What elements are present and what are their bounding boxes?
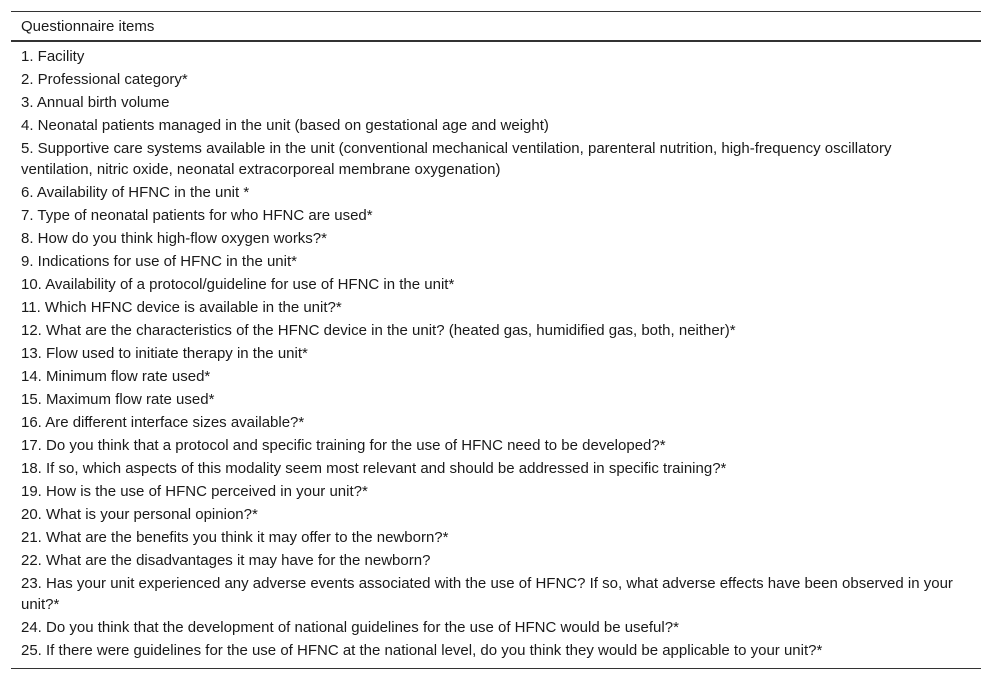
table-header: Questionnaire items [11, 11, 981, 42]
questionnaire-table [11, 11, 981, 669]
list-item: 21. What are the benefits you think it may offer to the newborn?* [21, 529, 449, 546]
list-item: 15. Maximum flow rate used* [21, 391, 215, 408]
list-item: 4. Neonatal patients managed in the unit (based on gestational age and weight) [21, 117, 549, 134]
list-item: 23. Has your unit experienced any adverse events associated with the use of HFNC? If so, what adverse effects have been observed in your unit?* [21, 575, 953, 613]
list-item: 22. What are the disadvantages it may have for the newborn? [21, 552, 431, 569]
list-item: 10. Availability of a protocol/guideline for use of HFNC in the unit* [21, 276, 455, 293]
list-item: 20. What is your personal opinion?* [21, 506, 258, 523]
list-item: 2. Professional category* [21, 71, 188, 88]
list-item: 11. Which HFNC device is available in the unit?* [21, 299, 342, 316]
list-item: 9. Indications for use of HFNC in the unit* [21, 253, 297, 270]
list-item: 24. Do you think that the development of national guidelines for the use of HFNC would be useful?* [21, 619, 679, 636]
list-item: 18. If so, which aspects of this modality seem most relevant and should be addressed in specific training?* [21, 460, 727, 477]
list-item: 13. Flow used to initiate therapy in the unit* [21, 345, 308, 362]
list-item: 3. Annual birth volume [21, 94, 170, 111]
list-item: 12. What are the characteristics of the HFNC device in the unit? (heated gas, humidified gas, both, neither)* [21, 322, 736, 339]
list-item: 14. Minimum flow rate used* [21, 368, 211, 385]
questionnaire-items-list [11, 42, 981, 669]
list-item: 17. Do you think that a protocol and specific training for the use of HFNC need to be developed?* [21, 437, 666, 454]
list-item: 25. If there were guidelines for the use of HFNC at the national level, do you think they would be applicable to your unit?* [21, 642, 823, 659]
list-item: 8. How do you think high-flow oxygen works?* [21, 230, 327, 247]
list-item: 7. Type of neonatal patients for who HFNC are used* [21, 207, 373, 224]
list-item: 1. Facility [21, 48, 85, 65]
list-item: 16. Are different interface sizes available?* [21, 414, 305, 431]
list-item: 19. How is the use of HFNC perceived in your unit?* [21, 483, 368, 500]
list-item: 5. Supportive care systems available in the unit (conventional mechanical ventilation, parenteral nutrition, high-frequency oscillatory ventilation, nitric oxide, neonatal extracorporeal membrane oxygenation) [21, 140, 892, 178]
list-item: 6. Availability of HFNC in the unit * [21, 184, 250, 201]
